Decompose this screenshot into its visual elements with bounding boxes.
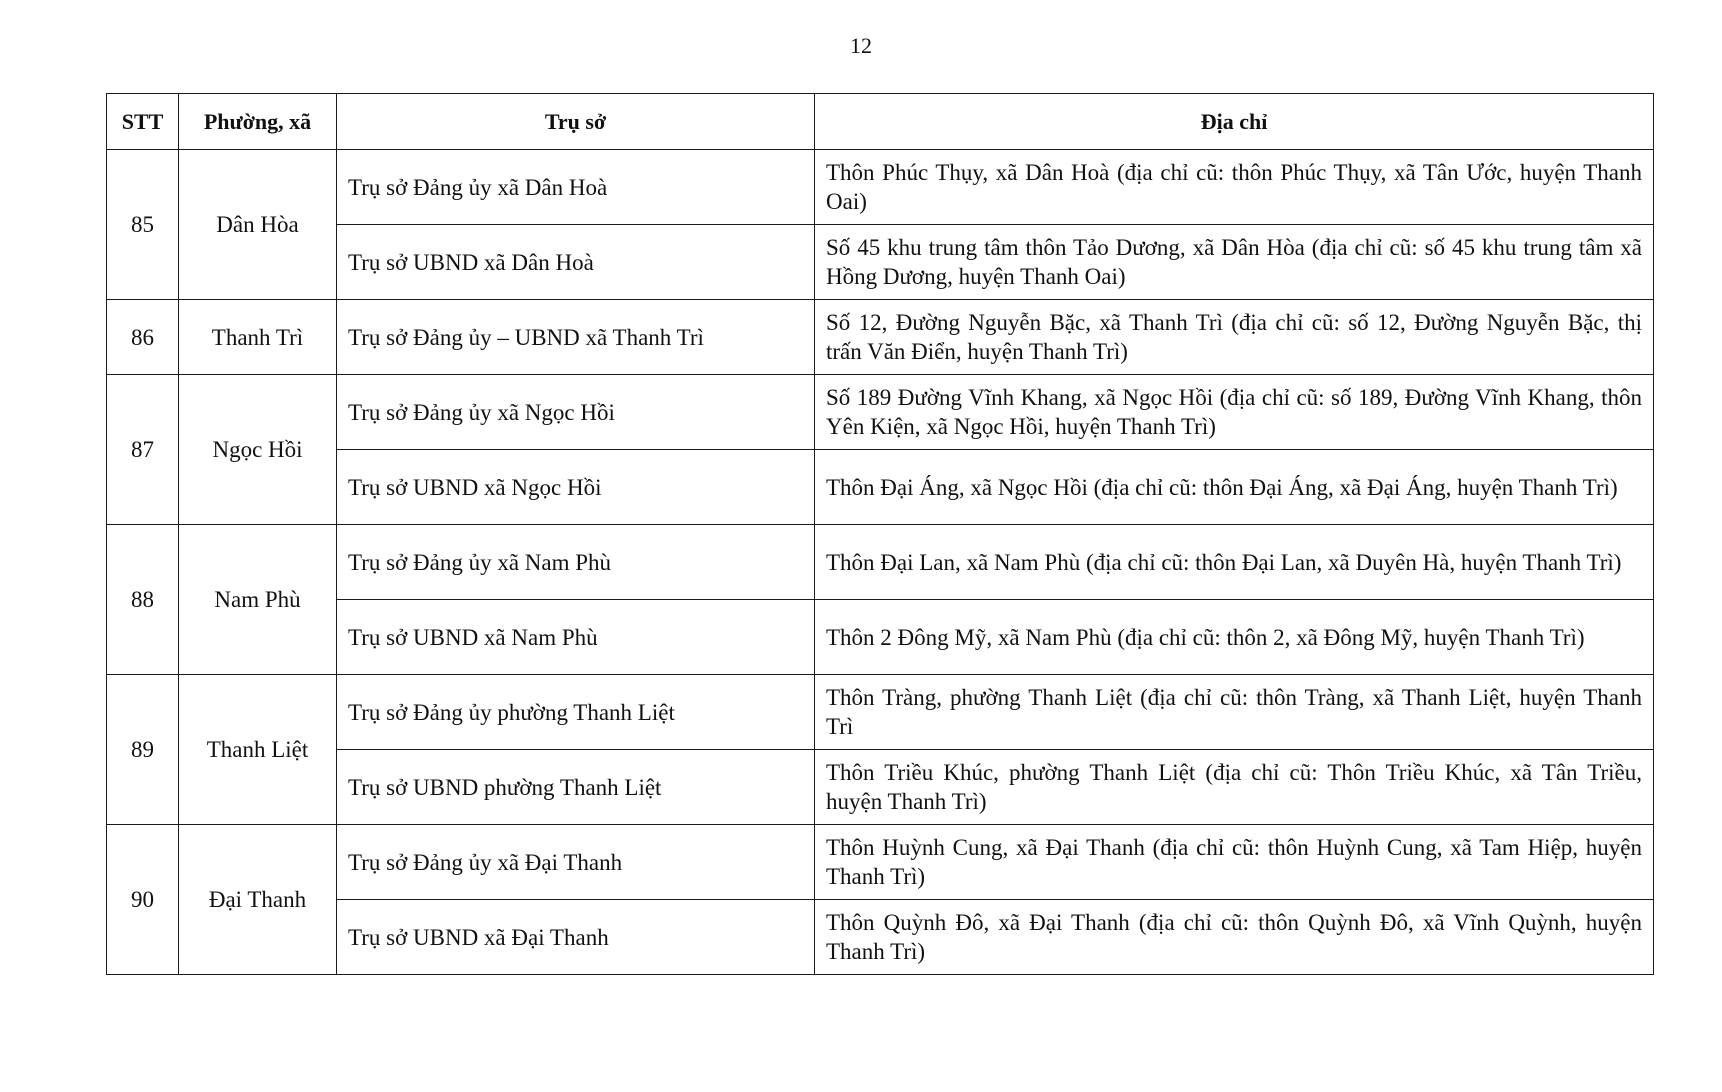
address-cell: Thôn Đại Áng, xã Ngọc Hồi (địa chỉ cũ: thôn Đại Áng, xã Đại Áng, huyện Thanh Trì) bbox=[815, 450, 1654, 525]
address-cell: Số 45 khu trung tâm thôn Tảo Dương, xã Dân Hòa (địa chỉ cũ: số 45 khu trung tâm xã Hồng Dương, huyện Thanh Oai) bbox=[815, 225, 1654, 300]
address-cell: Số 189 Đường Vĩnh Khang, xã Ngọc Hồi (địa chỉ cũ: số 189, Đường Vĩnh Khang, thôn Yên Kiện, xã Ngọc Hồi, huyện Thanh Trì) bbox=[815, 375, 1654, 450]
address-cell: Thôn Huỳnh Cung, xã Đại Thanh (địa chỉ cũ: thôn Huỳnh Cung, xã Tam Hiệp, huyện Thanh Trì) bbox=[815, 825, 1654, 900]
address-cell: Thôn Quỳnh Đô, xã Đại Thanh (địa chỉ cũ: thôn Quỳnh Đô, xã Vĩnh Quỳnh, huyện Thanh Trì) bbox=[815, 900, 1654, 975]
ward-cell: Ngọc Hồi bbox=[179, 375, 337, 525]
stt-cell: 88 bbox=[107, 525, 179, 675]
address-cell: Số 12, Đường Nguyễn Bặc, xã Thanh Trì (địa chỉ cũ: số 12, Đường Nguyễn Bặc, thị trấn Văn Điển, huyện Thanh Trì) bbox=[815, 300, 1654, 375]
table-row bbox=[107, 375, 1654, 450]
table-row bbox=[107, 750, 1654, 825]
office-cell: Trụ sở Đảng ủy – UBND xã Thanh Trì bbox=[337, 300, 815, 375]
table-row bbox=[107, 675, 1654, 750]
ward-cell: Đại Thanh bbox=[179, 825, 337, 975]
office-cell: Trụ sở Đảng ủy xã Dân Hoà bbox=[337, 150, 815, 225]
address-cell: Thôn 2 Đông Mỹ, xã Nam Phù (địa chỉ cũ: thôn 2, xã Đông Mỹ, huyện Thanh Trì) bbox=[815, 600, 1654, 675]
table-row bbox=[107, 600, 1654, 675]
office-cell: Trụ sở Đảng ủy xã Đại Thanh bbox=[337, 825, 815, 900]
page-number: 12 bbox=[850, 33, 872, 58]
header-row bbox=[107, 94, 1654, 150]
address-cell: Thôn Tràng, phường Thanh Liệt (địa chỉ cũ: thôn Tràng, xã Thanh Liệt, huyện Thanh Trì bbox=[815, 675, 1654, 750]
office-cell: Trụ sở UBND xã Ngọc Hồi bbox=[337, 450, 815, 525]
table-row bbox=[107, 225, 1654, 300]
office-cell: Trụ sở UBND xã Đại Thanh bbox=[337, 900, 815, 975]
address-cell: Thôn Triều Khúc, phường Thanh Liệt (địa chỉ cũ: Thôn Triều Khúc, xã Tân Triều, huyện Thanh Trì) bbox=[815, 750, 1654, 825]
office-cell: Trụ sở UBND xã Dân Hoà bbox=[337, 225, 815, 300]
office-cell: Trụ sở Đảng ủy xã Nam Phù bbox=[337, 525, 815, 600]
office-cell: Trụ sở UBND xã Nam Phù bbox=[337, 600, 815, 675]
stt-cell: 86 bbox=[107, 300, 179, 375]
office-cell: Trụ sở Đảng ủy phường Thanh Liệt bbox=[337, 675, 815, 750]
table-header bbox=[107, 94, 1654, 150]
table-row bbox=[107, 300, 1654, 375]
office-cell: Trụ sở Đảng ủy xã Ngọc Hồi bbox=[337, 375, 815, 450]
stt-cell: 90 bbox=[107, 825, 179, 975]
office-address-table bbox=[106, 93, 1654, 975]
ward-cell: Dân Hòa bbox=[179, 150, 337, 300]
table-row bbox=[107, 900, 1654, 975]
table-row bbox=[107, 525, 1654, 600]
header-address: Địa chỉ bbox=[815, 94, 1654, 150]
header-ward: Phường, xã bbox=[179, 94, 337, 150]
address-cell: Thôn Đại Lan, xã Nam Phù (địa chỉ cũ: thôn Đại Lan, xã Duyên Hà, huyện Thanh Trì) bbox=[815, 525, 1654, 600]
stt-cell: 85 bbox=[107, 150, 179, 300]
ward-cell: Thanh Trì bbox=[179, 300, 337, 375]
table-body bbox=[107, 150, 1654, 975]
stt-cell: 87 bbox=[107, 375, 179, 525]
office-cell: Trụ sở UBND phường Thanh Liệt bbox=[337, 750, 815, 825]
address-cell: Thôn Phúc Thụy, xã Dân Hoà (địa chỉ cũ: thôn Phúc Thụy, xã Tân Ước, huyện Thanh Oai) bbox=[815, 150, 1654, 225]
header-office: Trụ sở bbox=[337, 94, 815, 150]
ward-cell: Nam Phù bbox=[179, 525, 337, 675]
ward-cell: Thanh Liệt bbox=[179, 675, 337, 825]
table-row bbox=[107, 825, 1654, 900]
header-stt: STT bbox=[107, 94, 179, 150]
table-row bbox=[107, 450, 1654, 525]
table-row bbox=[107, 150, 1654, 225]
stt-cell: 89 bbox=[107, 675, 179, 825]
